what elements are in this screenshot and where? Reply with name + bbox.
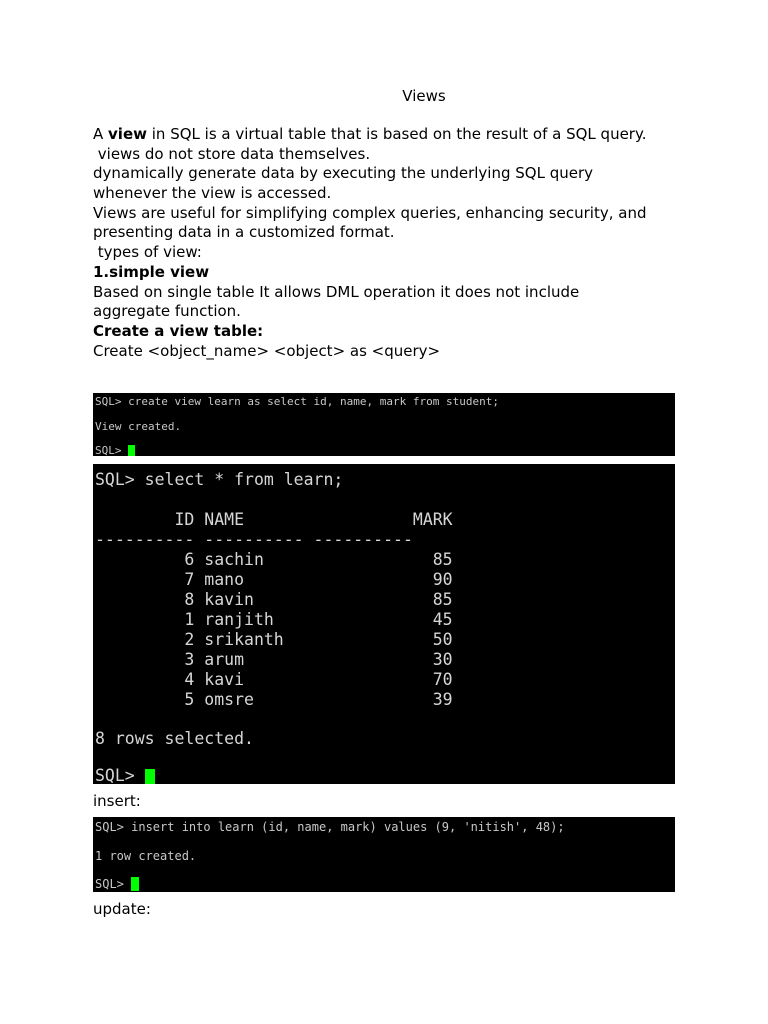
paragraph-line: presenting data in a customized format. (93, 223, 395, 242)
table-row: 8 kavin 85 (95, 590, 453, 609)
table-row: 7 mano 90 (95, 570, 453, 589)
terminal-screenshot-create-view (93, 393, 675, 456)
terminal-prompt-line (95, 766, 155, 784)
terminal-prompt-line (95, 877, 139, 891)
paragraph-line: views do not store data themselves. (93, 144, 371, 163)
terminal-prompt: SQL> (95, 877, 132, 891)
terminal-command: SQL> create view learn as select id, name, mark from student; (95, 395, 499, 408)
table-separator: ---------- ---------- ---------- (95, 530, 413, 549)
intro-line (93, 125, 683, 145)
create-heading: Create a view table: (93, 321, 264, 340)
paragraph-line: Views are useful for simplifying complex queries, enhancing security, and (93, 203, 647, 222)
table-row: 3 arum 30 (95, 650, 453, 669)
cursor-icon (131, 877, 139, 891)
terminal-result: 1 row created. (95, 849, 197, 863)
create-syntax: Create <object_name> <object> as <query> (93, 341, 441, 360)
terminal-prompt: SQL> (95, 766, 145, 784)
terminal-command: SQL> select * from learn; (95, 470, 344, 489)
table-row: 4 kavi 70 (95, 670, 453, 689)
intro-prefix: A (93, 125, 109, 143)
insert-label: insert: (93, 792, 141, 810)
table-header: ID NAME MARK (95, 510, 453, 529)
cursor-icon (128, 445, 135, 456)
simple-view-description: Based on single table It allows DML operation it does not include (93, 282, 580, 301)
paragraph-line: whenever the view is accessed. (93, 184, 332, 203)
cursor-icon (145, 769, 155, 784)
body-text (93, 125, 683, 361)
terminal-screenshot-select (93, 464, 675, 784)
update-label: update: (93, 900, 151, 918)
table-row: 6 sachin 85 (95, 550, 453, 569)
table-row: 5 omsre 39 (95, 690, 453, 709)
paragraph-line: dynamically generate data by executing the underlying SQL query (93, 164, 594, 183)
table-row: 2 srikanth 50 (95, 630, 453, 649)
page-title: Views (402, 87, 446, 105)
terminal-screenshot-insert (93, 817, 675, 892)
intro-suffix: in SQL is a virtual table that is based on the result of a SQL query. (146, 125, 647, 143)
table-row: 1 ranjith 45 (95, 610, 453, 629)
terminal-prompt: SQL> (95, 444, 129, 456)
terminal-command: SQL> insert into learn (id, name, mark) values (9, 'nitish', 48); (95, 820, 565, 834)
terminal-result: View created. (95, 420, 182, 433)
terminal-prompt-line (95, 444, 135, 456)
simple-view-heading: 1.simple view (93, 262, 210, 281)
intro-term-view: view (108, 125, 147, 143)
types-heading: types of view: (93, 243, 202, 262)
simple-view-description: aggregate function. (93, 302, 241, 321)
terminal-footer: 8 rows selected. (95, 729, 254, 748)
